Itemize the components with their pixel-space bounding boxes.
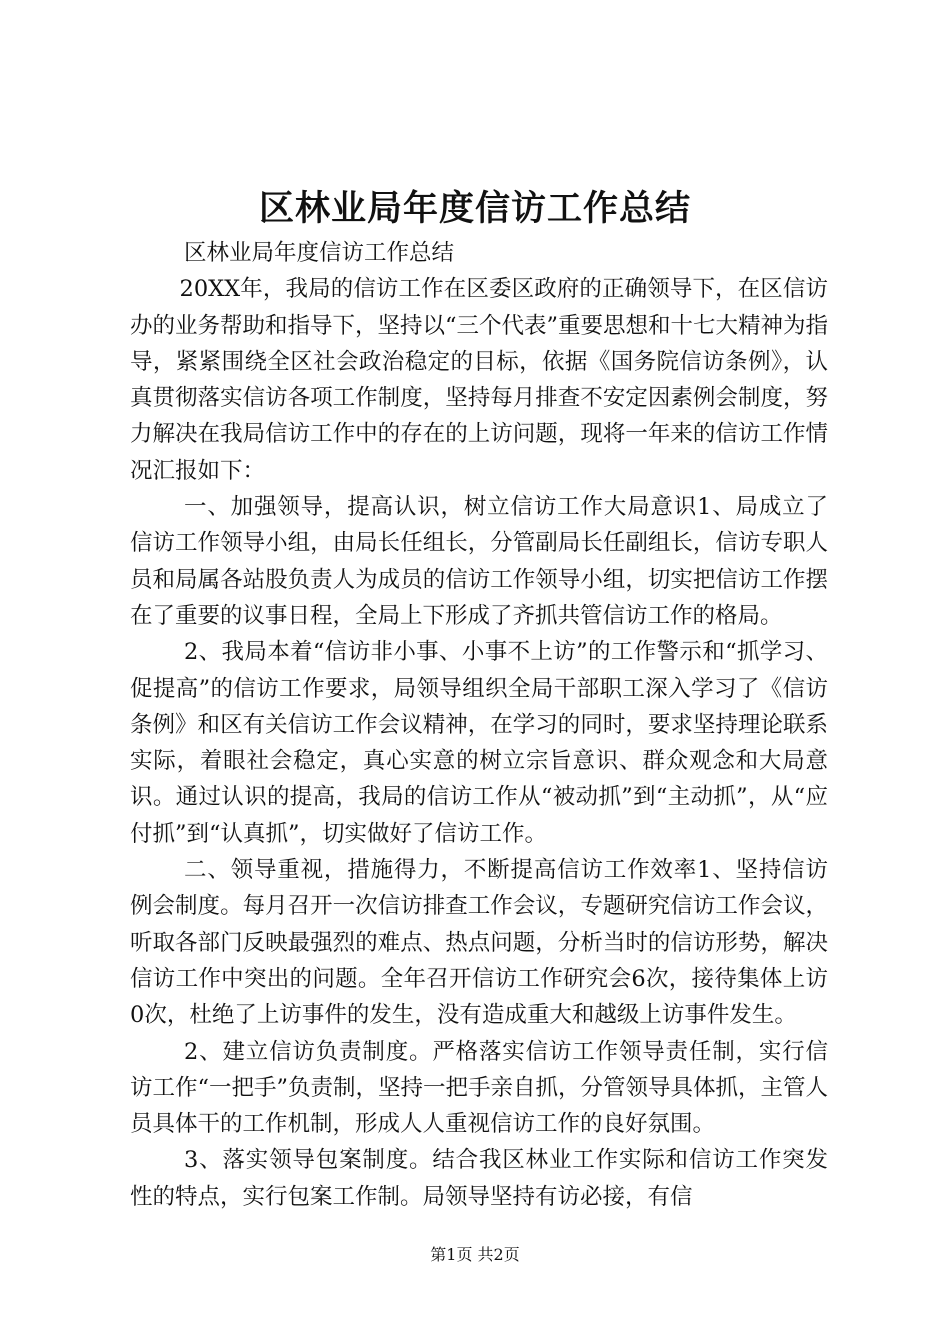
paragraph-section-1-item-2: 2、我局本着“信访非小事、小事不上访”的工作警示和“抓学习、促提高”的信访工作要求，局领导组织全局干部职工深入学习了《信访条例》和区有关信访工作会议精神，在学习的同时，要求坚持理论联系实际，着眼社会稳定，真心实意的树立宗旨意识、群众观念和大局意识。通过认识的提高，我局的信访工作从“被动抓”到“主动抓”，从“应付抓”到“认真抓”，切实做好了信访工作。 bbox=[130, 639, 828, 847]
paragraph-section-2-item-2: 2、建立信访负责制度。严格落实信访工作领导责任制，实行信访工作“一把手”负责制，坚持一把手亲自抓，分管领导具体抓，主管人员具体干的工作机制，形成人人重视信访工作的良好氛围。 bbox=[130, 1038, 829, 1138]
paragraph-section-2-item-3: 3、落实领导包案制度。结合我区林业工作实际和信访工作突发性的特点，实行包案工作制。局领导坚持有访必接，有信 bbox=[130, 1147, 828, 1210]
paragraph-section-1: 一、加强领导，提高认识，树立信访工作大局意识1、局成立了信访工作领导小组，由局长任组长，分管副局长任副组长，信访专职人员和局属各站股负责人为成员的信访工作领导小组，切实把信访工作摆在了重要的议事日程，全局上下形成了齐抓共管信访工作的格局。 bbox=[130, 494, 828, 629]
document-title: 区林业局年度信访工作总结 bbox=[258, 188, 691, 229]
page-number: 第1页 共2页 bbox=[430, 1245, 520, 1264]
paragraph-section-2: 二、领导重视，措施得力，不断提高信访工作效率1、坚持信访例会制度。每月召开一次信访排查工作会议，专题研究信访工作会议，听取各部门反映最强烈的难点、热点问题，分析当时的信访形势，解决信访工作中突出的问题。全年召开信访工作研究会6次，接待集体上访0次，杜绝了上访事件的发生，没有造成重大和越级上访事件发生。 bbox=[130, 857, 828, 1029]
document-body bbox=[130, 235, 828, 1215]
document-subtitle: 区林业局年度信访工作总结 bbox=[184, 240, 455, 266]
paragraph-intro: 20XX年，我局的信访工作在区委区政府的正确领导下，在区信访办的业务帮助和指导下，坚持以“三个代表”重要思想和十七大精神为指导，紧紧围绕全区社会政治稳定的目标，依据《国务院信访条例》，认真贯彻落实信访各项工作制度，坚持每月排查不安定因素例会制度，努力解决在我局信访工作中的存在的上访问题，现将一年来的信访工作情况汇报如下： bbox=[130, 276, 829, 484]
